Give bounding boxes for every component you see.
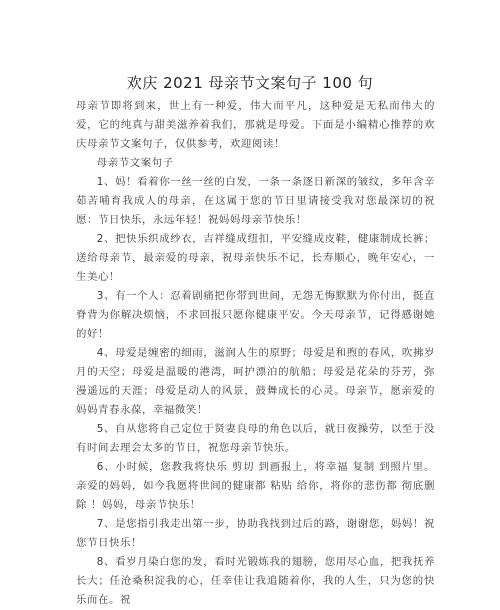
intro-paragraph: 母亲节即将到来，世上有一种爱，伟大而平凡，这种爱是无私而伟大的爱，它的纯真与甜美滋养着我们，那就是母爱。下面是小编精心推荐的欢庆母亲节文案句子，仅供参考，欢迎阅读！ bbox=[76, 100, 435, 150]
section-heading: 母亲节文案句子 bbox=[96, 157, 174, 169]
quote-item-7: 7、是您指引我走出第一步，协助我找到过后的路，谢谢您，妈妈！祝您节日快乐！ bbox=[76, 518, 435, 549]
quote-item-4: 4、母爱是缠密的细雨，滋润人生的原野；母爱是和煦的春风，吹拂岁月的天空；母爱是温暖的港湾，呵护漂泊的航船；母爱是花朵的芬芳，弥漫遥远的天涯；母爱是动人的风景，鼓舞成长的心灵。母亲节，愿亲爱的妈妈青春永葆，幸福微笑！ bbox=[76, 347, 435, 416]
document-body bbox=[76, 97, 435, 610]
quote-item-6: 6、小时候，您教我将快乐 剪切 到画报上，将幸福 复制 到照片里。亲爱的妈妈，如今我愿将世间的健康都 粘贴 给你，将你的悲伤都 彻底删除 ！妈妈，母亲节快乐！ bbox=[76, 461, 435, 511]
document-title: 欢庆 2021 母亲节文案句子 100 句 bbox=[126, 74, 374, 92]
quote-item-2: 2、把快乐织成纱衣，吉祥缝成纽扣，平安缝成皮鞋，健康制成长裤；送给母亲节，最亲爱的母亲，祝母亲快乐不记，长寿顺心，晚年安心，一生美心！ bbox=[76, 233, 435, 283]
quote-item-3: 3、有一个人：忍着剧痛把你带到世间，无怨无悔默默为你付出，挺直脊背为你解决烦恼，不求回报只愿你健康平安。今天母亲节，记得感谢她的好！ bbox=[76, 290, 435, 340]
quote-item-1: 1、妈！看着你一丝一丝的白发，一条一条逐日新深的皱纹，多年含辛茹苦哺育我成人的母亲，在这属于您的节日里请接受我对您最深切的祝愿：节日快乐，永远年轻！祝妈妈母亲节快乐！ bbox=[76, 176, 435, 226]
quote-item-8: 8、看岁月染白您的发，看时光锻炼我的翅膀，您用尽心血，把我抚养长大；任沧桑积淀我的心，任幸佳让我追随着你，我的人生，只为您的快乐而在。祝 bbox=[76, 556, 435, 606]
quote-item-5: 5、自从您将自己定位于贤妻良母的角色以后，就日夜操劳，以至于没有时间去理会太多的节日，祝您母亲节快乐。 bbox=[76, 423, 435, 454]
